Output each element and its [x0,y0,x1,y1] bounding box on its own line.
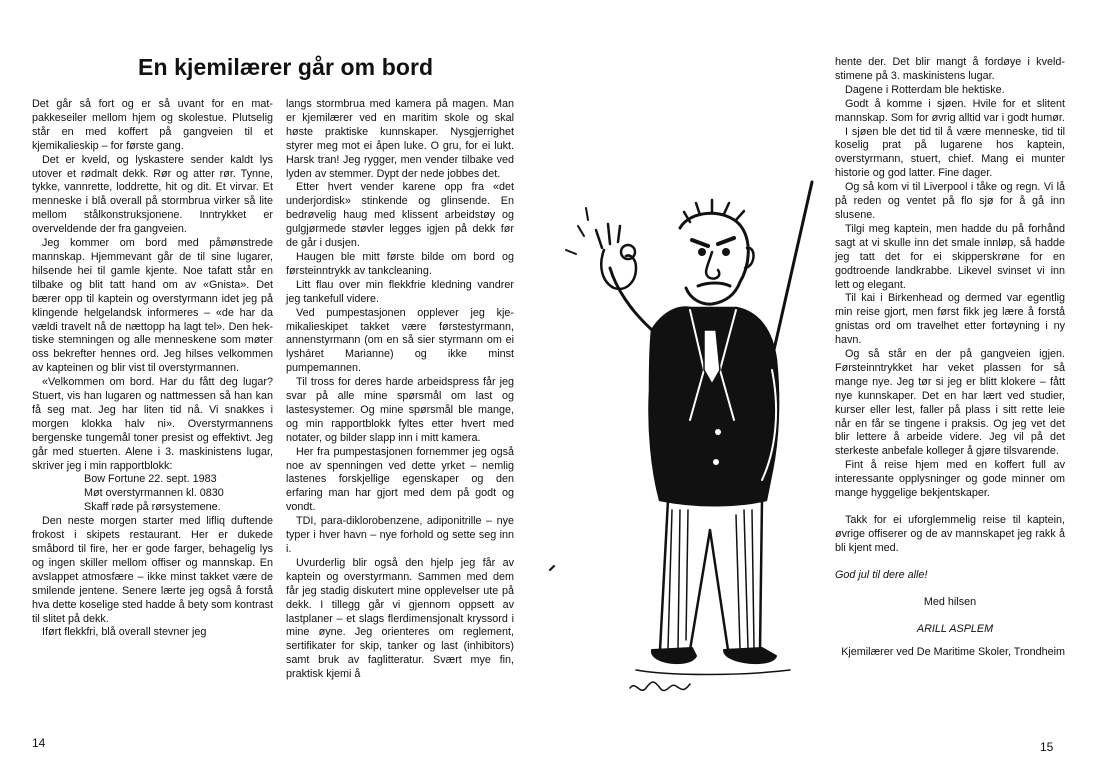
paragraph: Iført flekkfri, blå overall stevner jeg [42,626,207,639]
paragraph: Etter hvert vender karene opp fra «det underjordisk» stinkende og glinsende. En bedrøvelig haug med klissent arbeidstøy og gulgjørmede støvler legges igjen på dekk før de går i dusjen. [286,181,514,250]
paragraph: Ved pumpestasjonen opplever jeg kjemikalieskipet takket være førstestyrmann, annenstyrmann (om en så sier styrmann om ei lysháret Marianne) og ikke minst pumpemannen. [286,306,514,375]
text-column-1 [32,98,273,640]
paragraph: Jeg kommer om bord med påmønstrede mannskap. Hjemmevant går de til sine lugarer, hilsende hei til gamle kjente. Noe tafatt står en tilbake og blit tatt hand om av «Gnista». Det bærer opp til kaptein og overstyrmann idet jeg på klingende helgelandsk informeres – «de har da vældi travelt nå de nættopp ha lagt tel». Den hektiske stemningen og alle menneskene som møter oss bekrefter hennes ord. Jeg hilses velkommen av kapteinen og blir vist til overstyrmannen. [32,237,273,375]
paragraph: langs stormbrua med kamera på magen. Man er kjemilærer ved en maritim skole og skal høste praktiske kunnskaper. Nysgjerrighet styrer meg mot ei åpen luke. O gru, for ei lukt. Harsk tran! Jeg rygger, men vender tilbake ved lyden av stemmer. Dypt der nede jobbes det. [286,98,514,180]
sailor-cartoon-illustration [540,170,830,710]
paragraph: Og så står en der på gangveien igjen. Førsteinntrykket har veket plassen for så mange nye. Jeg tør si jeg er blitt klokere – fått nye kunnskaper. Det en har lært ved studier, kurser eller lest, faller på plass i sitt rette leie når en får se tingene i praksis. Og jeg vet det blir lettere å arbeide videre. Jeg vil på det sterkeste anbefale kolleger å gjøre tilsvarende. [835,348,1065,458]
thanks-paragraph: Takk for ei uforglemmelig reise til kaptein, øvrige offiserer og de av mannskapet jeg rakk å bli kjent med. [835,514,1065,554]
paragraph: Dagene i Rotterdam ble hektiske. [845,83,1005,96]
season-greeting: God jul til dere alle! [835,568,928,581]
paragraph: Til kai i Birkenhead og dermed var egentlig min reise gjort, men først fikk jeg lære å forstå gnistas ord om travelhet etter fortøyning i ny havn. [835,292,1065,347]
paragraph: Den neste morgen starter med lifliq duftende frokost i skipets restaurant. Her er dukede småbord til fire, her er gode farger, behagelig lys og ingen skiller mellom offiser og mannskap. En avslappet atmosfære – ikke minst takket være de smilende jentene. Senere lærte jeg også å forstå hva dette koselige sted hadde å bety som kontrast til slitet på dekk. [32,515,273,625]
text-column-2 [286,98,514,682]
article-title: En kjemilærer går om bord [138,54,434,80]
paragraph: Fint å reise hjem med en koffert full av interessante opplysninger og gode minner om mange hyggelige bekjentskaper. [835,459,1065,500]
paragraph: hente der. Det blir mangt å fordøye i kveldstimene på 3. maskinistens lugar. [835,56,1065,82]
paragraph: «Velkommen om bord. Har du fått deg lugar? Stuert, vis han lugaren og nattmessen så han kan få seg mat. Jeg har liten tid nå. Vi snakkes i morgen klokka halv ni». Overstyrmannens bergenske tungemål toner presist og effektivt. Jeg går med stuerten. Alene i 3. maskinistens lugar, skriver jeg i min rapportblokk: [32,376,273,472]
paragraph: Til tross for deres harde arbeidspress får jeg svar på alle mine spørsmål om last og lastesystemer. Og mine spørsmål ble mange, og min rapportblokk fyltes etter hvert med notater, og bilder slapp inn i mitt kamera. [286,376,514,444]
text-column-3 [835,56,1065,660]
paragraph: Uvurderlig blir også den hjelp jeg får av kaptein og overstyrmann. Sammen med dem får jeg stadig diskutert mine opplevelser ute på dekk. I tillegg går vi gjennom oppsett av lastplaner – et slags flerdimensjonalt kryssord i mine øyne. Jeg orienteres om reglement, sertifikater for skip, tanker og last (inhibitors) samt bruk av faglitteratur. Svært mye fin, praktisk kjemi å [286,556,514,681]
paragraph: Og så kom vi til Liverpool i tåke og regn. Vi lå på reden og ventet på flo sjø for å gå inn slusene. [835,181,1065,221]
author-affiliation: Kjemilærer ved De Maritime Skoler, Trondheim [841,646,1065,659]
log-line: Møt overstyrmannen kl. 0830 [84,487,224,500]
author-name: ARILL ASPLEM [916,622,994,635]
paragraph: Godt å komme i sjøen. Hvile for et slitent mannskap. Som for øvrig alltid var i godt humør. [835,97,1065,124]
paragraph: TDI, para-diklorobenzene, adiponitrille – nye typer i hver havn – nye forhold og sette seg inn i. [286,515,514,555]
paragraph: Her fra pumpestasjonen fornemmer jeg også noe av spenningen ved dette yrket – nemlig lastenes forskjellige egenskaper og den erfaring man har gjort med dem på godt og vondt. [286,445,514,514]
page-number-left: 14 [32,736,46,750]
paragraph: Det er kveld, og lyskastere sender kaldt lys utover et rødmalt dekk. Rør og atter rør. Tynne, tykke, vannrette, loddrette, hit og dit. Et virvar. Et menneske i blå overall på stormbrua virker så lite mellom stålkonstruksjonene. Inntrykket er overveldende der fra gangveien. [32,153,273,236]
closing-salutation: Med hilsen [923,595,977,608]
log-line: Bow Fortune 22. sept. 1983 [84,473,217,486]
log-line: Skaff røde på rørsystemene. [84,501,221,514]
paragraph: I sjøen ble det tid til å være menneske, tid til koselig prat på lugarene hos kaptein, overstyrmann, stuert, chief. Mang ei munter historie og god latter. Fine dager. [835,125,1065,180]
paragraph: Tilgi meg kaptein, men hadde du på forhånd sagt at vi skulle inn det smale innløp, så hadde jeg tatt det for ei skipperskrøne for en godtroende landkrabbe. Likevel svinset vi inn lett og elegant. [835,222,1065,291]
paragraph: Det går så fort og er så uvant for en matpakkeseiler mellom hjem og skolestue. Plutselig står en med koffert på gangveien til et kjemikalieskip – for første gang. [32,98,273,152]
page-number-right: 15 [1040,740,1054,754]
paragraph: Litt flau over min flekkfrie kledning vandrer jeg tankefull videre. [286,278,514,305]
paragraph: Haugen ble mitt første bilde om bord og førsteinntrykk av tankcleaning. [286,250,514,277]
